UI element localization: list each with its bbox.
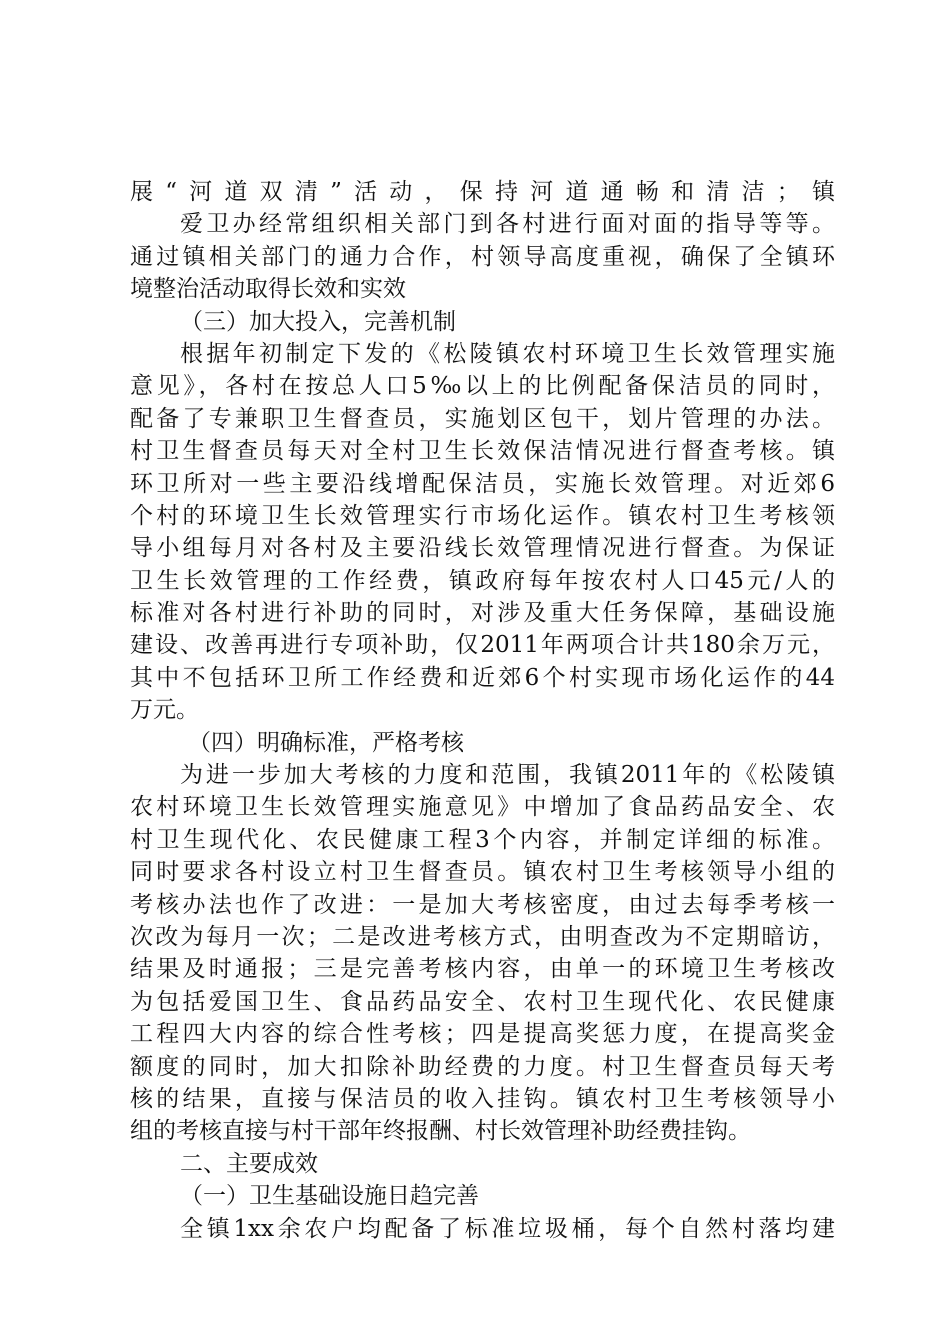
text-line: 村卫生现代化、农民健康工程3个内容，并制定详细的标准。 xyxy=(130,826,835,853)
text-line: 配备了专兼职卫生督查员，实施划区包干，划片管理的办法。 xyxy=(130,405,835,432)
text-line: 核的结果，直接与保洁员的收入挂钩。镇农村卫生考核领导小 xyxy=(130,1085,835,1112)
section-heading: 二、主要成效 xyxy=(180,1150,318,1177)
text-line: 工程四大内容的综合性考核；四是提高奖惩力度，在提高奖金 xyxy=(130,1021,835,1048)
text-line: 考核办法也作了改进：一是加大考核密度，由过去每季考核一 xyxy=(130,891,835,918)
text-line: 次改为每月一次；二是改进考核方式，由明查改为不定期暗访， xyxy=(130,923,835,950)
text-line: 村卫生督查员每天对全村卫生长效保洁情况进行督查考核。镇 xyxy=(130,438,835,465)
text-line: 万元。 xyxy=(130,697,199,724)
paragraph-start-line: 全镇1xx余农户均配备了标准垃圾桶，每个自然村落均建 xyxy=(180,1215,835,1242)
paragraph-start-line: 为进一步加大考核的力度和范围，我镇2011年的《松陵镇 xyxy=(180,762,835,789)
document-body xyxy=(130,176,835,1245)
section-heading: （三）加大投入，完善机制 xyxy=(180,308,456,335)
text-line: 其中不包括环卫所工作经费和近郊6个村实现市场化运作的44 xyxy=(130,664,835,691)
text-line: 标准对各村进行补助的同时，对涉及重大任务保障，基础设施 xyxy=(130,600,835,627)
text-line: 卫生长效管理的工作经费，镇政府每年按农村人口45元/人的 xyxy=(130,567,835,594)
text-line: 结果及时通报；三是完善考核内容，由单一的环境卫生考核改 xyxy=(130,956,835,983)
text-line: 境整治活动取得长效和实效 xyxy=(130,276,406,303)
text-line: 展“河道双清”活动，保持河道通畅和清洁；镇 xyxy=(130,179,835,205)
text-line: 组的考核直接与村干部年终报酬、村长效管理补助经费挂钩。 xyxy=(130,1118,751,1145)
text-line: 额度的同时，加大扣除补助经费的力度。村卫生督查员每天考 xyxy=(130,1053,835,1080)
text-line: 同时要求各村设立村卫生督查员。镇农村卫生考核领导小组的 xyxy=(130,859,835,886)
text-line: 为包括爱国卫生、食品药品安全、农村卫生现代化、农民健康 xyxy=(130,988,835,1015)
section-heading: （一）卫生基础设施日趋完善 xyxy=(180,1183,479,1210)
paragraph-start-line: 根据年初制定下发的《松陵镇农村环境卫生长效管理实施 xyxy=(180,340,835,367)
text-line: 农村环境卫生长效管理实施意见》中增加了食品药品安全、农 xyxy=(130,794,835,821)
text-line: 个村的环境卫生长效管理实行市场化运作。镇农村卫生考核领 xyxy=(130,502,835,529)
text-line: 通过镇相关部门的通力合作，村领导高度重视，确保了全镇环 xyxy=(130,243,835,270)
text-line: 导小组每月对各村及主要沿线长效管理情况进行督查。为保证 xyxy=(130,535,835,562)
text-line: 意见》，各村在按总人口5‰以上的比例配备保洁员的同时， xyxy=(130,373,835,400)
section-heading: （四）明确标准，严格考核 xyxy=(188,729,464,756)
paragraph-start-line: 爱卫办经常组织相关部门到各村进行面对面的指导等等。 xyxy=(180,211,835,238)
text-line: 建设、改善再进行专项补助，仅2011年两项合计共180余万元， xyxy=(130,632,835,659)
text-line: 环卫所对一些主要沿线增配保洁员，实施长效管理。对近郊6 xyxy=(130,470,835,497)
